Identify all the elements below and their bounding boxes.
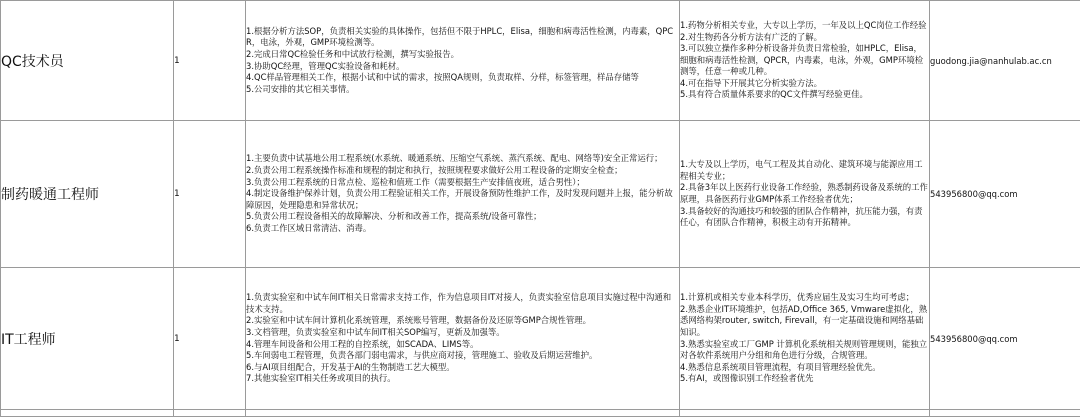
requirement-item: 2.熟悉企业IT环境维护，包括AD,Office 365, Vmware虚拟化，熟悉网络构架router, switch, Firevall，有一定基础设施和网络基础知识。 [680, 304, 929, 339]
duty-item: 5.车间弱电工程管理，负责各部门弱电需求，与供应商对接，管理施工、验收及后期运营维护。 [246, 350, 679, 362]
requirement-item: 5.有AI，或图像识别工作经验者优先 [680, 373, 929, 385]
headcount: 1 [174, 121, 246, 268]
requirement-item: 1.大专及以上学历，电气工程及其自动化、建筑环境与能源应用工程相关专业； [680, 159, 929, 182]
requirement-item: 1.药物分析相关专业，大专以上学历，一年及以上QC岗位工作经验 [680, 20, 929, 32]
contact-email[interactable]: 543956800@qq.com [930, 121, 1080, 268]
requirement-item: 4.可在指导下开展其它分析实验方法。 [680, 78, 929, 90]
contact-email[interactable]: 543956800@qq.com [930, 268, 1080, 410]
requirement-item: 2.对生物药各分析方法有广泛的了解。 [680, 32, 929, 44]
table-row [1, 1, 1080, 121]
job-table-body [1, 1, 1080, 417]
table-row [1, 121, 1080, 268]
duty-item: 3.协助QC经理，管理QC实验设备和耗材。 [246, 61, 679, 73]
duty-item: 1.负责实验室和中试车间IT相关日常需求支持工作，作为信息项目IT对接人，负责实验室信息项目实施过程中沟通和技术支持。 [246, 292, 679, 315]
duty-item: 3.负责公用工程系统的日常点检、巡检和值班工作（需要根据生产安排值夜班，适合男性）； [246, 177, 679, 189]
duty-item: 6.与AI项目组配合，开发基于AI的生物制造工艺大模型。 [246, 362, 679, 374]
duty-item: 4.管理车间设备和公用工程的自控系统，如SCADA、LIMS等。 [246, 339, 679, 351]
requirement-item: 3.具备较好的沟通技巧和较强的团队合作精神，抗压能力强，有责任心，有团队合作精神，积极主动有开拓精神。 [680, 206, 929, 229]
job-requirements [680, 268, 930, 410]
requirement-item: 4.熟悉信息系统项目管理流程，有项目管理经验优先。 [680, 362, 929, 374]
requirement-item: 3.熟悉实验室或工厂GMP 计算机化系统相关规则管理规则，能独立对各软件系统用户分组和角色进行分级，合规管理。 [680, 339, 929, 362]
job-requirements [680, 121, 930, 268]
job-title: 制药暖通工程师 [1, 121, 174, 268]
duty-item: 6.负责工作区域日常清洁、消毒。 [246, 223, 679, 235]
requirement-item: 2.具备3年以上医药行业设备工作经验，熟悉制药设备及系统的工作原理，具备医药行业GMP体系工作经验者优先； [680, 182, 929, 205]
job-duties [246, 121, 680, 268]
duty-item: 3.文档管理，负责实验室和中试车间IT相关SOP编写，更新及加强等。 [246, 327, 679, 339]
requirement-item: 1.计算机或相关专业本科学历，优秀应届生及实习生均可考虑； [680, 292, 929, 304]
job-title: QC技术员 [1, 1, 174, 121]
requirement-item: 5.具有符合质量体系要求的QC文件撰写经验更佳。 [680, 89, 929, 101]
duty-item: 1.主要负责中试基地公用工程系统(水系统、暖通系统、压缩空气系统、蒸汽系统、配电、网络等)安全正常运行； [246, 153, 679, 165]
job-requirements [680, 1, 930, 121]
duty-item: 5.负责公用工程设备相关的故障解决、分析和改善工作，提高系统/设备可靠性； [246, 211, 679, 223]
duty-item: 7.其他实验室IT相关任务或项目的执行。 [246, 373, 679, 385]
table-row [1, 268, 1080, 410]
duty-item: 2.负责公用工程系统操作标准和规程的制定和执行，按照规程要求做好公用工程设备的定期安全检查； [246, 165, 679, 177]
headcount: 1 [174, 268, 246, 410]
contact-email[interactable]: guodong.jia@nanhulab.ac.cn [930, 1, 1080, 121]
duty-item: 1.根据分析方法SOP，负责相关实验的具体操作，包括但不限于HPLC，Elisa，细胞和病毒活性检测，内毒素，QPCR，电泳，外观，GMP环境检测等。 [246, 26, 679, 49]
duty-item: 5.公司安排的其它相关事情。 [246, 84, 679, 96]
job-duties [246, 268, 680, 410]
requirement-item: 3.可以独立操作多种分析设备并负责日常检验，如HPLC，Elisa，细胞和病毒活性检测，QPCR，内毒素，电泳，外观，GMP环境检测等，任意一种或几种。 [680, 43, 929, 78]
duty-item: 4.QC样品管理相关工作，根据小试和中试的需求，按照QA规则，负责取样、分样，标签管理，样品存储等 [246, 72, 679, 84]
duty-item: 2.完成日常QC检验任务和中试放行检测，撰写实验报告。 [246, 49, 679, 61]
job-title: IT工程师 [1, 268, 174, 410]
headcount: 1 [174, 1, 246, 121]
duty-item: 2.实验室和中试车间计算机化系统管理，系统账号管理，数据备份及还原等GMP合规性管理。 [246, 315, 679, 327]
job-duties [246, 1, 680, 121]
duty-item: 4.制定设备维护保养计划，负责公用工程验证相关工作，开展设备预防性维护工作，及时发现问题并上报，能分析故障原因，处理隐患和异常状况； [246, 188, 679, 211]
table-row-partial [1, 410, 1080, 417]
